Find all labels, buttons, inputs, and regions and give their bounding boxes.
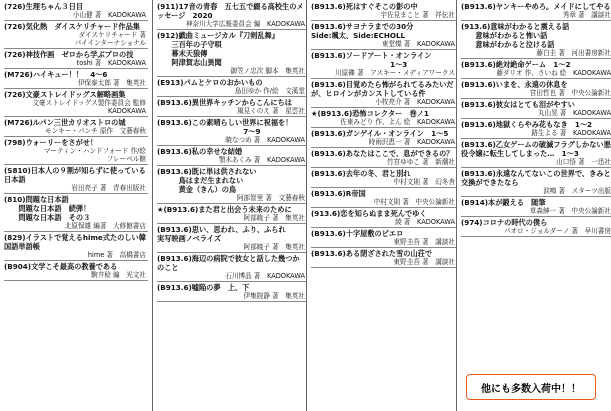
book-author: 宮田哲也 著 中央公論新社 <box>529 89 611 97</box>
book-author: hime 著 高橋書店 <box>87 251 146 259</box>
book-author: 小牧亮介 著 KADOKAWA <box>375 98 455 106</box>
book-title: (B914)本が鍛える 随筆 <box>461 198 546 207</box>
book-entry <box>461 79 611 99</box>
book-author: 風見くのえ 著 星雲社 <box>236 107 305 115</box>
book-title: (726)生理ちゃん３日目 <box>4 2 84 11</box>
book-entry <box>311 248 457 268</box>
book-title: (B913.6)この素晴らしい世界に祝福を！ 7～9 <box>157 118 293 136</box>
book-entry <box>157 282 307 302</box>
book-author: 草森紳一 著 中央公論新社 <box>529 207 611 215</box>
book-entry <box>4 0 148 21</box>
book-entry <box>4 69 148 89</box>
book-title: (B913.6)異世界キッチンからこんにちは <box>157 98 292 107</box>
book-entry <box>157 146 307 166</box>
book-entry <box>4 21 148 49</box>
book-author: ダイスケリチャード 著 パイインターナショナル <box>74 31 146 47</box>
book-title: (798)ウォーリーをさがせ！ <box>4 138 98 147</box>
book-author: 伊保泰太郎 著 集英社 <box>77 79 146 87</box>
book-author: 路生よる 著 KADOKAWA <box>531 129 611 137</box>
book-title: (B913.6)嘘陥の夢 上、下 <box>157 283 250 292</box>
more-arrivals-banner: 他にも多数入荷中！！ <box>466 374 596 400</box>
book-title: (913.6)恋を知らぬまま死んでゆく <box>311 209 427 218</box>
book-author: 顎木あくみ 著 KADOKAWA <box>218 156 305 164</box>
book-author: モンキー・パンチ 原作 文藝春秋 <box>44 127 146 135</box>
book-title: (829)イラストで覚えるhime式たのしい韓国語単語帳 <box>4 233 146 251</box>
column-4 <box>456 0 611 411</box>
book-author: 小山健 著 KADOKAWA <box>72 11 146 19</box>
book-entry <box>311 228 457 248</box>
book-title: (810)問題な日本語 問題な日本語 続弾！ 問題な日本語 その３ <box>4 195 91 222</box>
book-entry <box>461 59 611 79</box>
book-entry <box>311 0 457 21</box>
book-entry <box>461 197 611 217</box>
book-entry <box>157 0 307 30</box>
book-entry <box>461 0 611 21</box>
book-title: ★(B913.6)恐怖コレクター 巻ノ1 <box>311 109 429 118</box>
book-title: (B913.6)あなたはここで、息ができるの？ <box>311 149 454 158</box>
book-entry <box>4 137 148 165</box>
book-title: (B913.6)私の幸せな結婚 <box>157 147 243 156</box>
book-title: (B913.6)ヤンキーやめろ。メイドにしてやる <box>461 2 611 11</box>
book-author: 涙鳴 著 スターツ出版 <box>543 187 611 195</box>
book-entry <box>461 99 611 119</box>
book-author: 阿部暁子 著 集英社 <box>243 214 305 222</box>
book-title: (726)神技作画 ゼロから学ぶプロの技 <box>4 50 134 59</box>
book-entry <box>4 194 148 232</box>
book-entry <box>157 97 307 117</box>
book-entry <box>461 21 611 59</box>
book-title: (B913.6)永遠なんてないこの世界で、きみと交換ができたなら <box>461 169 611 187</box>
book-entry <box>461 119 611 139</box>
book-author: パオロ・ジョルダーノ 著 早川書房 <box>503 227 611 235</box>
book-title: (E913)パムとケロのおかいもの <box>157 78 263 87</box>
book-entry <box>461 217 611 237</box>
book-entry <box>4 117 148 137</box>
book-author: 藤白圭 著 河出書房新社 <box>536 49 611 57</box>
book-title: (B913.6)ある閉ざされた雪の山荘で <box>311 249 433 258</box>
book-title: (911)17音の青春 五七五で綴る高校生のメッセージ 2020 <box>157 2 304 20</box>
book-title: (B913.6)彼女はとても泪がやすい <box>461 100 575 109</box>
book-author: 御笠ノ忠次 脚本 集英社 <box>230 67 305 75</box>
book-author: 石川博品 著 KADOKAWA <box>225 272 305 280</box>
book-entry <box>311 208 457 228</box>
book-title: (B904)文学こそ最高の教養である <box>4 262 118 271</box>
book-entry <box>461 168 611 197</box>
book-title: (B913.6)絶対絶命ゲーム 1～2 <box>461 60 571 69</box>
book-entry <box>157 77 307 97</box>
book-author: 秀章 著 講談社 <box>562 11 611 19</box>
book-title: (B913.6)地獄くらやみ花もなき 1～2 <box>461 120 593 129</box>
book-author: 北原保雄 編著 大修館書店 <box>64 222 146 230</box>
book-title: (B913.6)いまを、永遠の休息を <box>461 80 568 89</box>
book-author: toshi 著 KADOKAWA <box>76 59 146 67</box>
book-author: 川原礫 著 アスキー・メディアワークス <box>335 69 455 77</box>
book-title: (B913.6)既に単は供されない 鳥はまだ生まれない 黄金（きん）の鳥 <box>157 167 257 194</box>
book-author: 阿部智里 著 文藝春秋 <box>236 194 305 202</box>
book-author: 佐東みどり 作、よん 絵 KADOKAWA <box>340 118 455 126</box>
book-title: (B913.6)サヨナラまでの30分 Side:颯太、Side:ECHOLL <box>311 22 414 40</box>
book-author: 暁なつめ 著 KADOKAWA <box>225 136 305 144</box>
book-author: 東野圭吾 著 講談社 <box>393 238 455 246</box>
book-title: (B913.6)思い、思われ、ふり、ふられ 実写映画ノベライズ <box>157 225 286 243</box>
book-author: 島田ゆか 作/絵 文溪堂 <box>234 87 305 95</box>
book-entry <box>4 49 148 69</box>
book-entry <box>157 117 307 146</box>
book-author: マーティン・ハンドフォード 作/絵 フレーベル館 <box>43 147 146 163</box>
book-author: 藤ダリオ 作、さいね 絵 KADOKAWA <box>496 69 611 77</box>
book-title: (B913.6)海辺の病院で彼女と話した幾つかのこと <box>157 254 300 272</box>
book-title: (M726)ハイキュー！！ 4～6 <box>4 70 108 79</box>
book-entry <box>4 261 148 281</box>
book-title: (M726)ルパン三世カリオストロの城 <box>4 118 126 127</box>
book-entry <box>311 108 457 128</box>
book-title: (S810)日本人の９割が知らずに使っている日本語 <box>4 166 146 184</box>
book-author: 宇佐見まこと 著 祥伝社 <box>380 11 455 19</box>
book-author: 綾 著 KADOKAWA <box>395 218 455 226</box>
book-title: (974)コロナの時代の僕ら <box>461 218 548 227</box>
book-title: (B913.6)去年の冬、君と別れ <box>311 169 411 178</box>
book-entry <box>157 30 307 77</box>
book-title: (B913.6)ガンゲイル・オンライン 1～5 <box>311 129 449 138</box>
book-title: (B913.6)乙女ゲームの破滅フラグしかない悪役令嬢に転生してしまった… 1～3 <box>461 140 611 158</box>
book-entry <box>311 21 457 50</box>
book-entry <box>311 128 457 148</box>
book-title: (726)気化熱 ダイスケリチャード作品集 <box>4 22 140 31</box>
book-author: 神奈川大学広報委員会 編 KADOKAWA <box>185 20 305 28</box>
book-author: 中村文則 著 幻冬舎 <box>393 178 455 186</box>
book-title: (726)文豪ストレイドッグス解略画集 <box>4 90 126 99</box>
book-author: 竹宮ゆゆこ 著 新潮社 <box>386 158 455 166</box>
book-author: 東堂燦 著 KADOKAWA <box>381 40 455 48</box>
book-author: 阿部暁子 著 集英社 <box>243 243 305 251</box>
book-entry <box>311 188 457 208</box>
book-entry <box>311 50 457 79</box>
book-entry <box>4 89 148 117</box>
book-title: (B913.6)十字屋敷のピエロ <box>311 229 404 238</box>
book-title: (912)戯曲ミュージカル『刀剣乱舞』 三百年の子守唄 幕末天狼傳 阿津賀志山異聞 <box>157 31 279 67</box>
book-entry <box>311 79 457 108</box>
book-author: 中村文則 著 中央公論新社 <box>373 198 455 206</box>
book-author: 時雨沢恵一 著 KADOKAWA <box>368 138 455 146</box>
book-entry <box>157 204 307 224</box>
book-title: (B913.6)R帝国 <box>311 189 366 198</box>
book-author: 山口悟 著 一迅社 <box>556 158 611 166</box>
column-3 <box>306 0 457 411</box>
book-entry <box>4 232 148 261</box>
book-entry <box>311 168 457 188</box>
book-entry <box>157 224 307 253</box>
book-author: 東野圭吾 著 講談社 <box>393 258 455 266</box>
book-title: ★(B913.6)また君と出会う未来のために <box>157 205 292 214</box>
book-title: (B913.6)目覚めたら怖がられてるみたいだが、ヒロインがカンストしている件 <box>311 80 454 98</box>
book-entry <box>311 148 457 168</box>
book-author: 岩田亮子 著 青春出版社 <box>71 184 146 192</box>
column-2 <box>152 0 307 411</box>
book-title: (B913.6)死はすぐそこの影の中 <box>311 2 418 11</box>
column-1 <box>4 0 148 411</box>
book-author: 伊集院静 著 集英社 <box>243 292 305 300</box>
book-entry <box>157 253 307 282</box>
book-title: (913.6)意味がわかると震える話 意味がわかると怖い話 意味がわかると泣ける話 <box>461 22 570 49</box>
book-entry <box>461 139 611 168</box>
book-entry <box>157 166 307 204</box>
book-author: 駒井稔 編 光文社 <box>91 271 146 279</box>
book-author: 丸山晃 著 KADOKAWA <box>537 109 611 117</box>
book-entry <box>4 165 148 194</box>
book-title: (B913.6)ソードアート・オンライン 1～3 <box>311 51 432 69</box>
book-author: 文豪ストレイドッグス製作委員会 監修 KADOKAWA <box>32 99 146 115</box>
